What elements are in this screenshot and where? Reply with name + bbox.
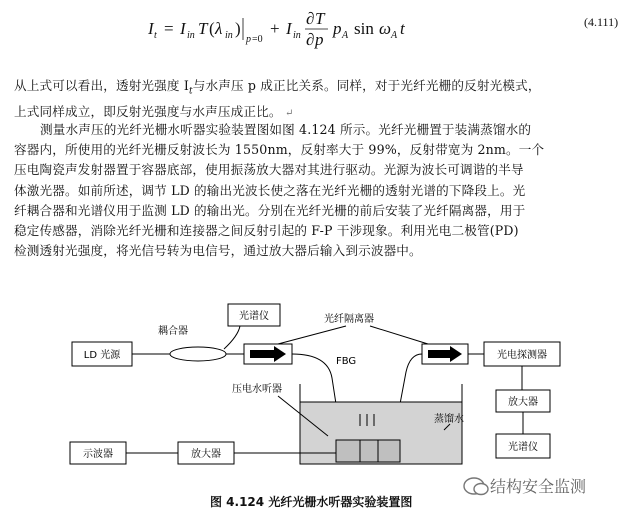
spectrometer-bottom-label: 光谱仪 xyxy=(508,442,538,453)
ld-source-label: LD 光源 xyxy=(83,350,121,361)
svg-text:T: T xyxy=(198,19,208,38)
coupler-label: 耦合器 xyxy=(158,326,188,337)
paragraph-1-line-2: 上式同样成立，即反射光强度与水声压成正比。 ↵ xyxy=(14,103,294,119)
svg-text:sin: sin xyxy=(354,19,374,38)
spectrometer-top-label: 光谱仪 xyxy=(239,311,269,322)
paragraph-2 xyxy=(14,120,630,261)
distilled-water-label: 蒸馏水 xyxy=(434,414,464,425)
svg-text:∂: ∂ xyxy=(306,30,315,49)
svg-text:t: t xyxy=(154,30,157,41)
paragraph-2-line: 测量水声压的光纤光栅水听器实验装置图如图 4.124 所示。光纤光栅置于装满蒸馏水的 xyxy=(40,122,532,137)
paragraph-2-line: 纤耦合器和光谱仪用于监测 LD 的输出光。分别在光纤光栅的前后安装了光纤隔离器，用于 xyxy=(14,202,526,218)
svg-text:A: A xyxy=(391,30,398,41)
svg-text:): ) xyxy=(235,19,241,38)
hydrophone-box xyxy=(336,440,400,462)
paragraph-2-line: 压电陶瓷声发射器置于容器底部，使用振荡放大器对其进行驱动。光源为波长可调谐的半导 xyxy=(14,162,524,178)
fbg-label: FBG xyxy=(336,356,357,367)
paragraph-2-line: 检测透射光强度，将光信号转为电信号，通过放大器后输入到示波器中。 xyxy=(14,243,422,259)
experiment-diagram xyxy=(60,296,640,496)
svg-text:∂: ∂ xyxy=(306,9,315,28)
svg-text:in: in xyxy=(187,30,195,41)
svg-text:p: p xyxy=(333,19,342,38)
svg-text:I: I xyxy=(286,19,292,38)
svg-text:λ: λ xyxy=(215,19,223,38)
svg-text:in: in xyxy=(293,30,301,41)
svg-text:t: t xyxy=(400,19,405,38)
photodetector-label: 光电探测器 xyxy=(497,350,547,361)
equation-number: (4.111) xyxy=(584,15,619,29)
amplifier-right-label: 放大器 xyxy=(508,397,538,408)
paragraph-2-line: 稳定传感器，消除光纤光栅和连接器之间反射引起的 F-P 干涉现象。利用光电二极管(PD) xyxy=(14,223,519,239)
svg-text:in: in xyxy=(225,30,233,41)
svg-text:+: + xyxy=(270,19,280,38)
hydrophone-label: 压电水听器 xyxy=(232,384,282,395)
coupler-shape xyxy=(170,347,226,361)
svg-text:(: ( xyxy=(209,19,215,38)
svg-text:=: = xyxy=(164,19,174,38)
paragraph-1-line-1: 从上式可以看出，透射光强度 $I_t$与水声压 p 成正比关系。同样，对于光纤光栅的反射光模式， xyxy=(14,78,541,97)
svg-text:p: p xyxy=(246,34,251,45)
svg-text:ω: ω xyxy=(379,19,392,38)
isolator-label: 光纤隔离器 xyxy=(324,314,374,325)
watermark-text: 结构安全监测 xyxy=(490,477,587,496)
svg-text:A: A xyxy=(342,30,349,41)
oscilloscope-label: 示波器 xyxy=(83,449,113,460)
svg-text:=0: =0 xyxy=(252,34,263,45)
amplifier-left-label: 放大器 xyxy=(191,449,221,460)
svg-text:I: I xyxy=(148,19,154,38)
svg-text:p: p xyxy=(315,30,324,49)
equation xyxy=(140,6,630,50)
figure-caption: 图 4.124 光纤光栅水听器实验装置图 xyxy=(210,495,413,509)
paragraph-1 xyxy=(14,76,630,124)
svg-text:I: I xyxy=(180,19,186,38)
paragraph-2-line: 体激光器。如前所述，调节 LD 的输出光波长使之落在光纤光栅的透射光谱的下降段上。光 xyxy=(14,182,526,198)
paragraph-2-line: 容器内，所使用的光纤光栅反射波长为 1550nm，反射率大于 99%，反射带宽为 2nm。一个 xyxy=(14,142,545,158)
svg-text:T: T xyxy=(315,9,325,28)
